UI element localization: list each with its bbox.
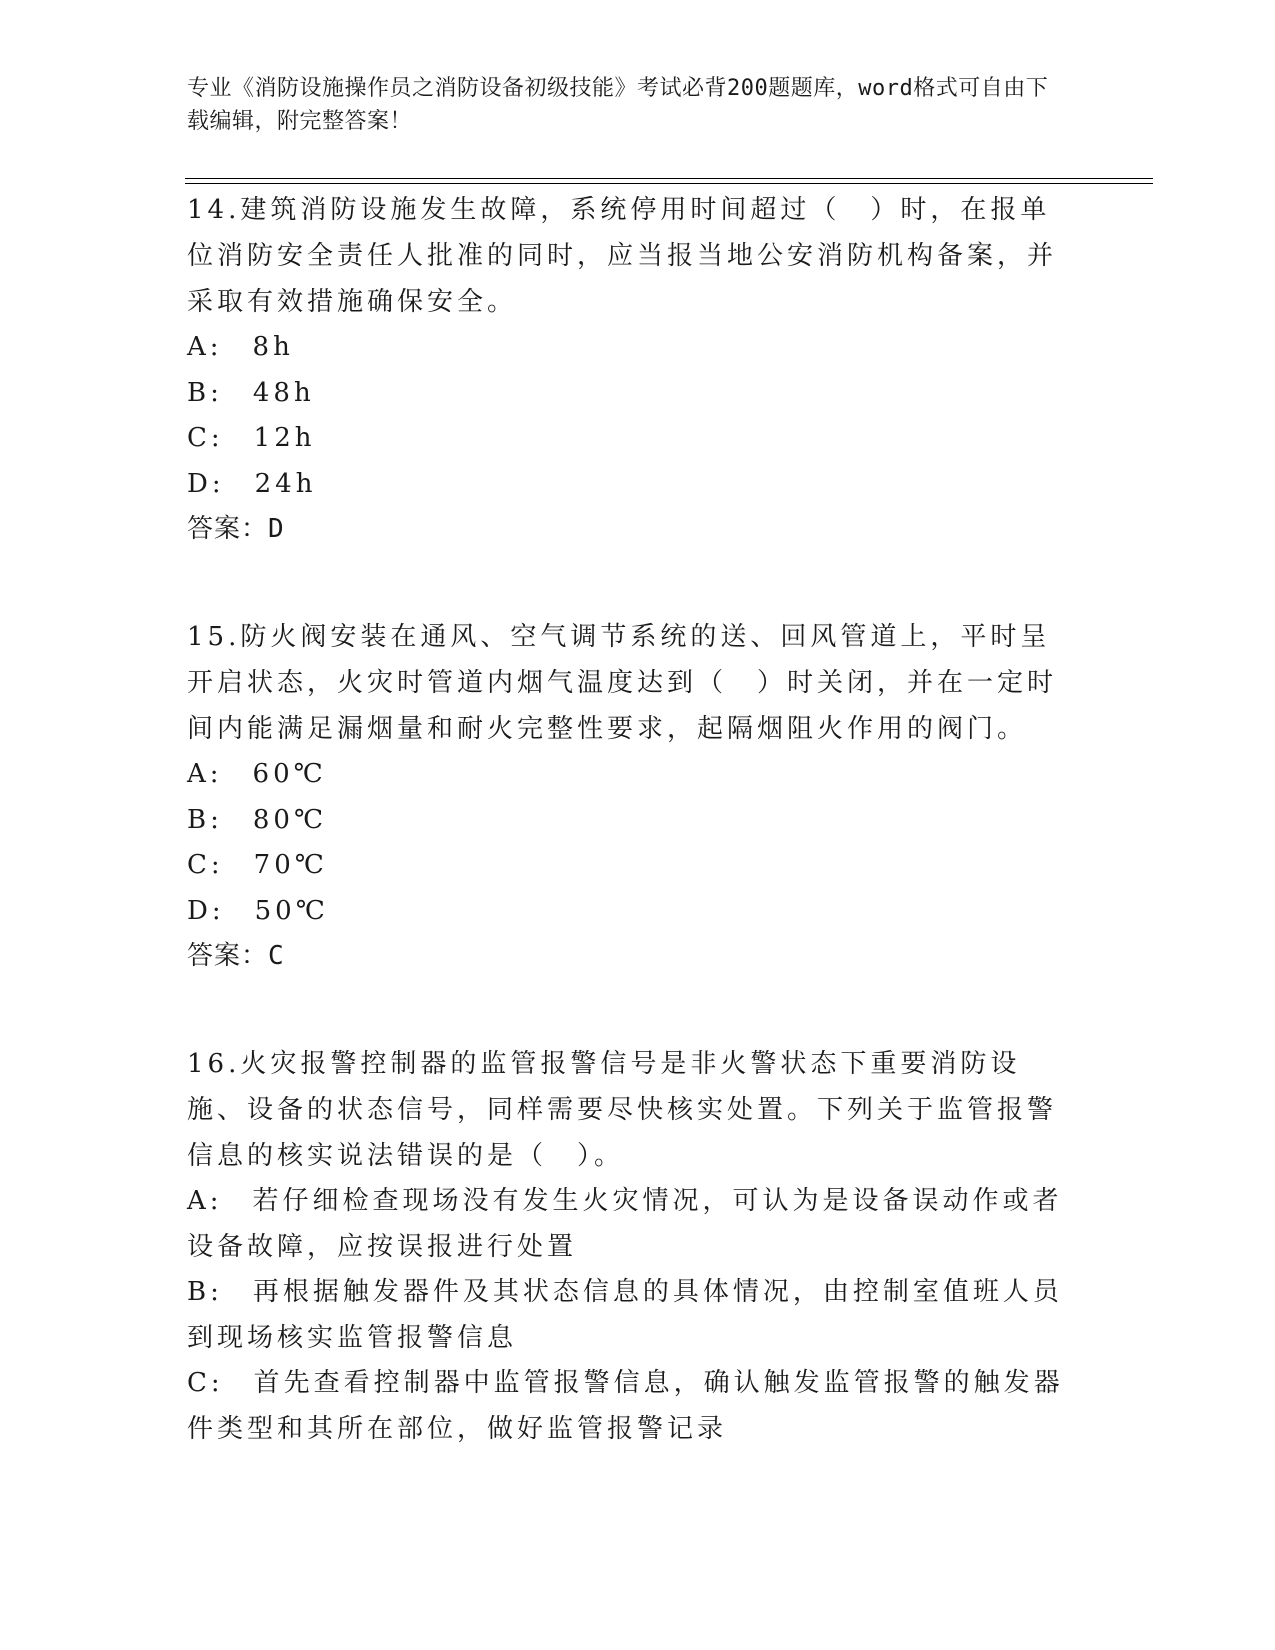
question-15 — [187, 614, 1077, 979]
option-b: B: 80℃ — [187, 804, 328, 835]
document-header: 专业《消防设施操作员之消防设备初级技能》考试必背200题题库，word格式可自由下载编辑，附完整答案！ — [187, 76, 1049, 134]
question-list — [187, 187, 1077, 1452]
question-text: 14.建筑消防设施发生故障，系统停用时间超过（ ）时，在报单位消防安全责任人批准的同时，应当报当地公安消防机构备案，并采取有效措施确保安全。 — [187, 195, 1058, 317]
option-d: D: 24h — [187, 468, 317, 499]
header-divider-thick — [185, 178, 1153, 179]
option-b: B: 48h — [187, 377, 315, 408]
spacer — [187, 979, 1077, 1041]
option-d: D: 50℃ — [187, 895, 329, 926]
option-a: A: 8h — [187, 332, 294, 362]
question-14 — [187, 187, 1077, 552]
spacer — [187, 552, 1077, 614]
option-b: B: 再根据触发器件及其状态信息的具体情况，由控制室值班人员到现场核实监管报警信息 — [187, 1277, 1063, 1353]
answer: 答案：C — [187, 941, 285, 971]
option-c: C: 70℃ — [187, 850, 328, 880]
header-divider-thin — [185, 183, 1153, 184]
question-text: 16.火灾报警控制器的监管报警信号是非火警状态下重要消防设施、设备的状态信号，同样需要尽快核实处置。下列关于监管报警信息的核实说法错误的是（ ）。 — [187, 1049, 1058, 1171]
option-a: A: 60℃ — [187, 759, 327, 789]
option-c: C: 首先查看控制器中监管报警信息，确认触发监管报警的触发器件类型和其所在部位，做好监管报警记录 — [187, 1368, 1064, 1444]
answer: 答案：D — [187, 514, 285, 544]
option-c: C: 12h — [187, 423, 316, 453]
question-16 — [187, 1041, 1077, 1452]
question-text: 15.防火阀安装在通风、空气调节系统的送、回风管道上，平时呈开启状态，火灾时管道内烟气温度达到（ ）时关闭，并在一定时间内能满足漏烟量和耐火完整性要求，起隔烟阻火作用的阀门。 — [187, 622, 1058, 744]
option-a: A: 若仔细检查现场没有发生火灾情况，可认为是设备误动作或者设备故障，应按误报进行处置 — [187, 1186, 1063, 1262]
